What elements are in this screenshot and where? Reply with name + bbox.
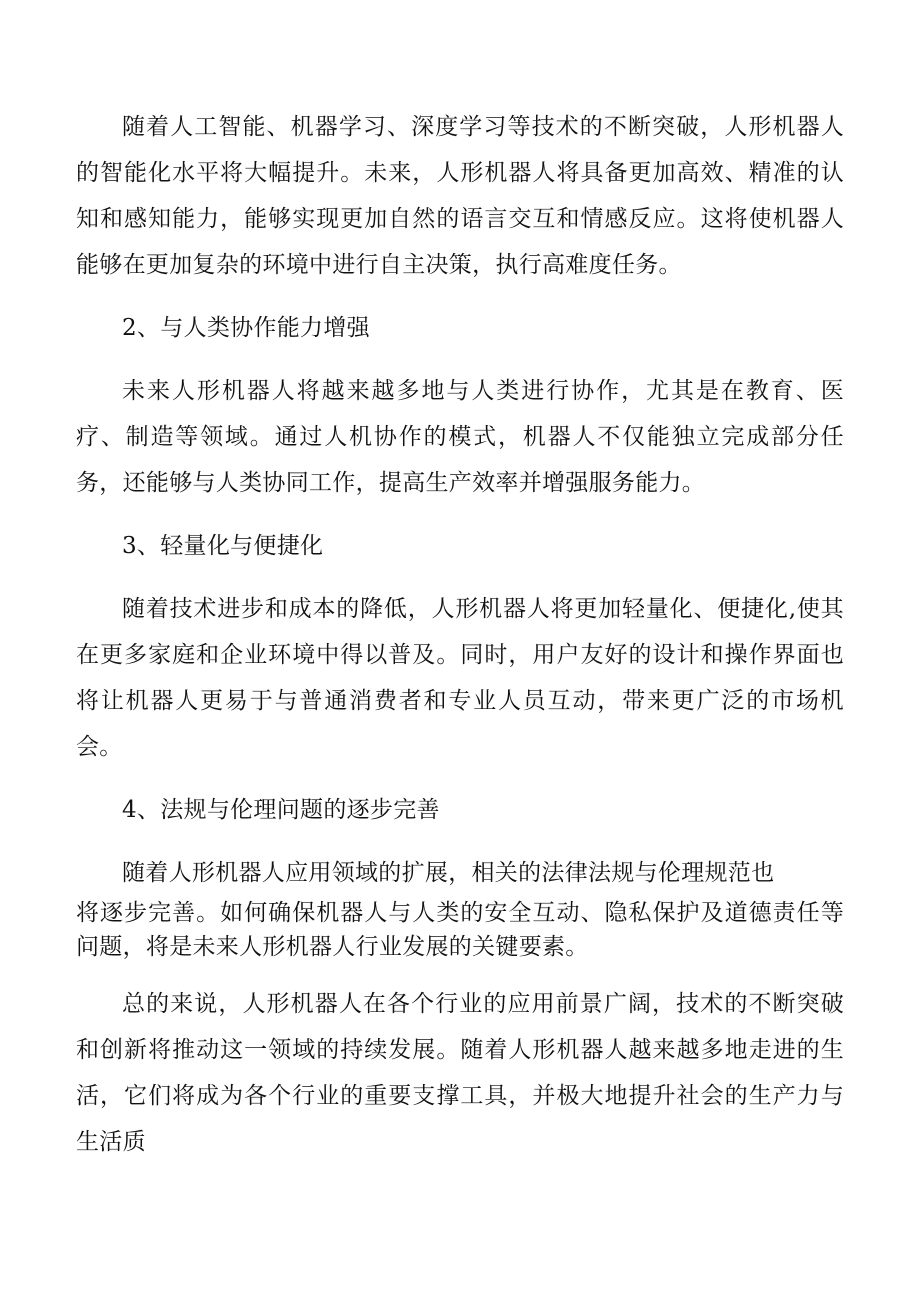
paragraph-collaboration: 未来人形机器人将越来越多地与人类进行协作，尤其是在教育、医疗、制造等领域。通过人机协作的模式，机器人不仅能独立完成部分任务，还能够与人类协同工作，提高生产效率并增强服务能力。 (76, 378, 844, 496)
paragraph-intelligence: 随着人工智能、机器学习、深度学习等技术的不断突破，人形机器人的智能化水平将大幅提升。未来，人形机器人将具备更加高效、精准的认知和感知能力，能够实现更加自然的语言交互和情感反应。这将使机器人能够在更加复杂的环境中进行自主决策，执行高难度任务。 (76, 114, 844, 278)
paragraph-regulation-line1: 随着人形机器人应用领域的扩展，相关的法律法规与伦理规范也 (122, 860, 775, 886)
heading-regulation-ethics: 4、法规与伦理问题的逐步完善 (122, 797, 440, 823)
heading-human-collaboration: 2、与人类协作能力增强 (122, 315, 370, 341)
paragraph-lightweight: 随着技术进步和成本的降低，人形机器人将更加轻量化、便捷化,使其在更多家庭和企业环境中得以普及。同时，用户友好的设计和操作界面也将让机器人更易于与普通消费者和专业人员互动，带来更广泛的市场机会。 (76, 596, 844, 760)
paragraph-conclusion: 总的来说，人形机器人在各个行业的应用前景广阔，技术的不断突破和创新将推动这一领域的持续发展。随着人形机器人越来越多地走进的生活，它们将成为各个行业的重要支撑工具，并极大地提升社会的生产力与生活质 (76, 991, 844, 1155)
paragraph-regulation (76, 850, 844, 964)
paragraph-regulation-line2: 将逐步完善。如何确保机器人与人类的安全互动、隐私保护及道德责任等问题，将是未来人形机器人行业发展的关键要素。 (76, 900, 844, 960)
document-body (76, 104, 844, 1155)
heading-lightweight: 3、轻量化与便捷化 (122, 533, 324, 559)
